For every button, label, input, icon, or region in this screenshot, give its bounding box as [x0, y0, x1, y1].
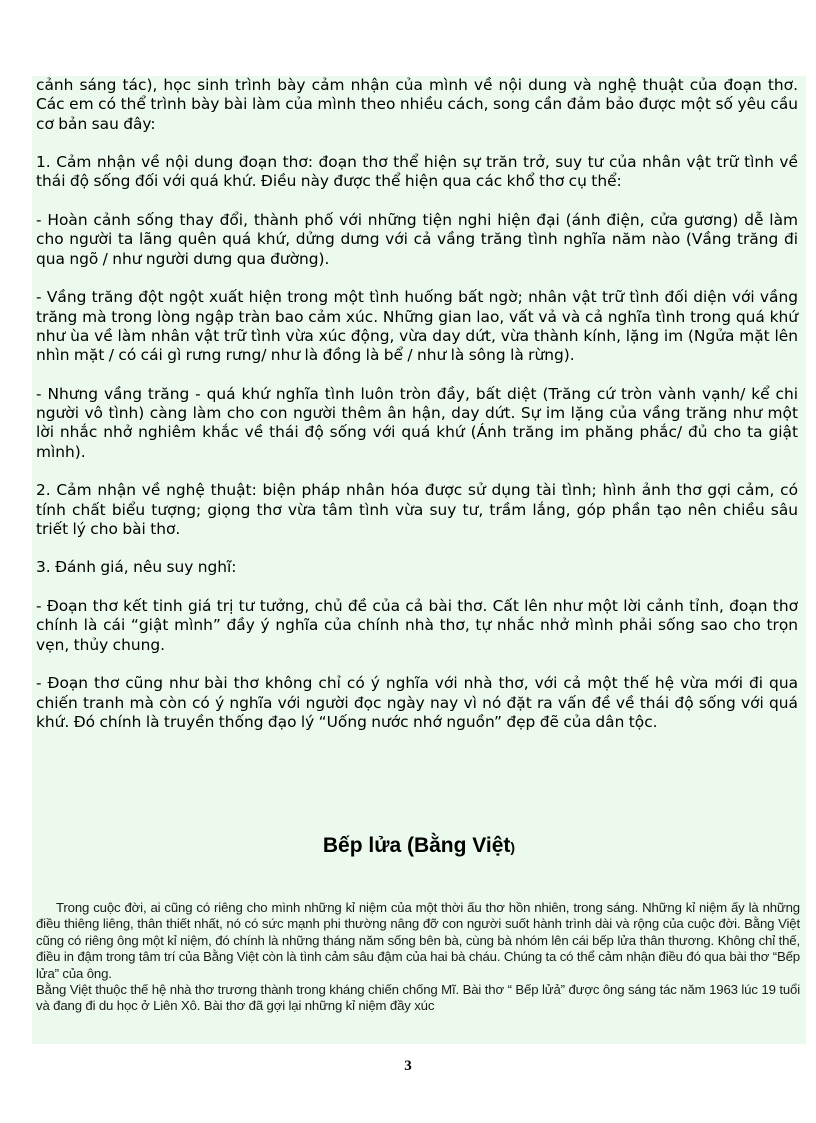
paragraph-evaluation-1: - Đoạn thơ kết tinh giá trị tư tưởng, chủ đề của cả bài thơ. Cất lên như một lời cảnh tỉnh, đoạn thơ chính là cái “giật mình” đầy ý nghĩa của chính nhà thơ, tự nhắc nhở mình phải sống sao cho trọn vẹn, thủy chung. [36, 597, 798, 654]
section-title-text: Bếp lửa (Bằng Việt [322, 834, 511, 857]
paragraph-bullet-2: - Vầng trăng đột ngột xuất hiện trong một tình huống bất ngờ; nhân vật trữ tình đối diện với vầng trăng mà trong lòng ngập tràn bao cảm xúc. Những gian lao, vất vả và cả nghĩa tình trong quá khứ như ùa về làm nhân vật trữ tình vừa xúc động, vừa day dứt, vừa thành kính, lặng im (Ngửa mặt lên nhìn mặt / có cái gì rưng rưng/ như là đồng là bể / như là sông là rừng). [36, 288, 798, 365]
paragraph-evaluation-2: - Đoạn thơ cũng như bài thơ không chỉ có ý nghĩa với nhà thơ, với cả một thế hệ vừa mới đi qua chiến tranh mà còn có ý nghĩa với người đọc ngày nay vì nó đặt ra vấn đề về thái độ sống với quá khứ. Đó chính là truyền thống đạo lý “Uống nước nhớ nguồn” đẹp đẽ của dân tộc. [36, 674, 798, 731]
page-number: 3 [404, 1058, 412, 1074]
paragraph-content-point: 1. Cảm nhận về nội dung đoạn thơ: đoạn thơ thể hiện sự trăn trở, suy tư của nhân vật trữ tình về thái độ sống đối với quá khứ. Điều này được thể hiện qua các khổ thơ cụ thể: [36, 153, 798, 191]
essay-body [36, 900, 800, 1015]
paragraph-bullet-3: - Nhưng vầng trăng - quá khứ nghĩa tình luôn tròn đầy, bất diệt (Trăng cứ tròn vành vạnh/ kể chi người vô tình) càng làm cho con người thêm ân hận, day dứt. Sự im lặng của vầng trăng như một lời nhắc nhở nghiêm khắc về thái độ sống với quá khứ (Ánh trăng im phăng phắc/ đủ cho ta giật mình). [36, 384, 798, 461]
section-title [32, 833, 806, 860]
content-area [32, 76, 806, 1044]
body-paragraph-1: Trong cuộc đời, ai cũng có riêng cho mình những kỉ niệm của một thời ấu thơ hồn nhiên, trong sáng. Những kỉ niệm ấy là những điều thiêng liêng, thân thiết nhất, nó có sức mạnh phi thường nâng đỡ con người suốt hành trình dài và rộng của cuộc đời. Bằng Việt cũng có riêng ông một kỉ niệm, đó chính là những tháng năm sống bên bà, cùng bà nhóm lên cái bếp lửa thân thương. Không chỉ thế, điều in đậm trong tâm trí của Bằng Việt còn là tình cảm sâu đậm của hai bà cháu. Chúng ta có thể cảm nhận điều đó qua bài thơ “Bếp lửa” của ông. [36, 900, 800, 981]
essay-section [36, 76, 798, 751]
section-title-paren: ) [510, 839, 516, 855]
body-paragraph-2: Bằng Việt thuộc thế hệ nhà thơ trương thành trong kháng chiến chống Mĩ. Bài thơ “ Bếp lửả” được ông sáng tác năm 1963 lúc 19 tuổi và đang đi du học ở Liên Xô. Bài thơ đã gợi lại những kỉ niệm đầy xúc [36, 982, 800, 1014]
paragraph-intro: cảnh sáng tác), học sinh trình bày cảm nhận của mình về nội dung và nghệ thuật của đoạn thơ. Các em có thể trình bày bài làm của mình theo nhiều cách, song cần đảm bảo được một số yêu cầu cơ bản sau đây: [36, 76, 798, 133]
paragraph-evaluation-heading: 3. Đánh giá, nêu suy nghĩ: [36, 558, 237, 577]
paragraph-bullet-1: - Hoàn cảnh sống thay đổi, thành phố với những tiện nghi hiện đại (ánh điện, cửa gương) dễ làm cho người ta lãng quên quá khứ, dửng dưng với cả vầng trăng tình nghĩa năm nào (Vầng trăng đi qua ngõ / như người dưng qua đường). [36, 211, 798, 268]
paragraph-art-point: 2. Cảm nhận về nghệ thuật: biện pháp nhân hóa được sử dụng tài tình; hình ảnh thơ gợi cảm, có tính chất biểu tượng; giọng thơ vừa tâm tình vừa suy tư, trầm lắng, góp phần tạo nên chiều sâu triết lý cho bài thơ. [36, 481, 798, 538]
